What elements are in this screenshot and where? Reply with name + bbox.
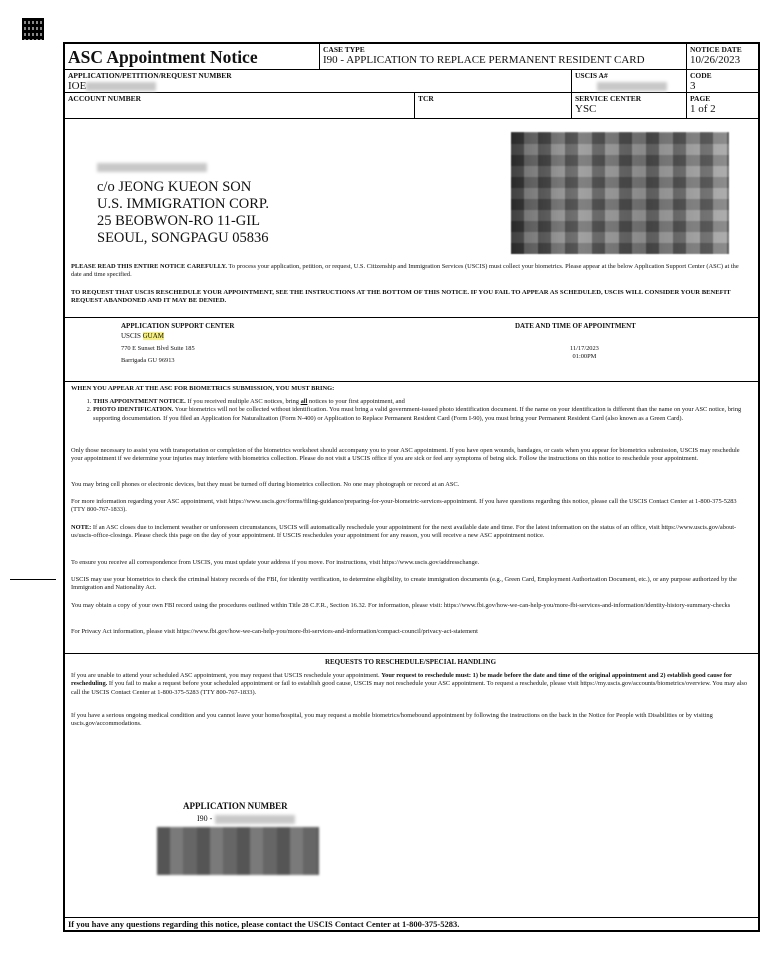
code-label: CODE [690,71,712,80]
mailing-address [97,179,269,247]
privacy-act-paragraph: For Privacy Act information, please visit https://www.fbi.gov/how-we-can-help-you/more-fbi-services-and-information/compact-council/privacy-act-statement [71,628,478,635]
appointment-date: 11/17/2023 [570,345,599,352]
biometrics-use-paragraph: USCIS may use your biometrics to check the criminal history records of the FBI, for identity verification, to determine eligibility, to create immigration documents (e.g., Green Card, Employment Authorization Document, etc.), or any purpose authorized by the Immigration and Nationality Act. [71,576,737,592]
page-label: PAGE [690,94,711,103]
redacted-block [597,82,667,91]
asc-street: 770 E Sunset Blvd Suite 185 [121,344,195,352]
receipt-value: IOE [68,80,87,92]
redacted-block [86,82,156,91]
redacted-barcode [157,827,319,875]
redacted-block [97,163,207,172]
asc-city: Barrigada GU 96913 [121,357,175,365]
header-row-1 [65,44,758,70]
more-info-paragraph: For more information regarding your ASC appointment, visit https://www.uscis.gov/forms/filing-guidance/preparing-for-your-biometric-services-appointment. If you have questions regarding this notice, please call the USCIS Contact Center at 1-800-375-5283 (TTY 800-767-1833). [71,498,737,514]
read-carefully-paragraph: PLEASE READ THIS ENTIRE NOTICE CAREFULLY. To process your application, petition, or request, U.S. Citizenship and Immigration Services (USCIS) must collect your biometrics. Please appear at the below Application Support Center (ASC) at the date and time specified. [71,263,739,279]
address-line: SEOUL, SONGPAGU 05836 [97,230,269,246]
bring-heading: WHEN YOU APPEAR AT THE ASC FOR BIOMETRICS SUBMISSION, YOU MUST BRING: [71,385,335,392]
fbi-record-paragraph: You may obtain a copy of your own FBI record using the procedures outlined within Title 28 C.F.R., Section 16.32. For information, please visit: https://www.fbi.gov/how-we-can-help-you/more-fbi-services-and-information/identity-history-summary-checks [71,602,731,609]
address-line: U.S. IMMIGRATION CORP. [97,196,270,212]
asc-label: APPLICATION SUPPORT CENTER [121,322,235,330]
reschedule-heading: REQUESTS TO RESCHEDULE/SPECIAL HANDLING [324,658,497,666]
code-value: 3 [690,80,696,92]
address-line: 25 BEOBWON-RO 11-GIL [97,213,260,229]
tcr-label: TCR [418,94,434,103]
case-type-value: I90 - APPLICATION TO REPLACE PERMANENT RESIDENT CARD [323,54,645,66]
header-row-2 [65,70,758,93]
margin-mark [10,579,56,580]
case-type-label: CASE TYPE [323,45,365,54]
bring-list [71,398,750,423]
asc-section [65,317,758,382]
account-number-label: ACCOUNT NUMBER [68,94,141,103]
barcode-qr [22,18,44,40]
address-line: c/o JEONG KUEON SON [97,179,252,195]
footer-contact: If you have any questions regarding this notice, please contact the USCIS Contact Center at 1-800-375-5283. [65,917,758,930]
note-paragraph: NOTE: If an ASC closes due to inclement weather or unforeseen circumstances, USCIS will automatically reschedule your appointment for the next available date and time. For the latest information on the status of an office, visit https://www.uscis.gov/about-us/uscis-office-closings. Please check this page on the day of your appointment. If USCIS reschedules your appointment for any reason, you will receive a new ASC appointment notice. [71,524,737,540]
receipt-label: APPLICATION/PETITION/REQUEST NUMBER [68,71,232,80]
header-row-3 [65,93,758,119]
service-center-label: SERVICE CENTER [575,94,642,103]
reschedule-paragraph: If you are unable to attend your scheduled ASC appointment, you may request that USCIS reschedule your appointment. Your request to reschedule must: 1) be made before the date and time of the original appointment and 2) establish good cause for rescheduling. If you fail to make a request before your scheduled appointment or fail to establish good cause, USCIS may not reschedule your ASC appointment. To request a reschedule, please visit https://my.uscis.gov/accounts/biometrics/overview. You may also call the USCIS Contact Center at 1-800-375-5283 (TTY 800-767-1833). [71,672,748,696]
page-value: 1 of 2 [690,103,716,115]
uscis-a-label: USCIS A# [575,71,608,80]
asc-name: USCIS GUAM [121,332,164,341]
address-change-paragraph: To ensure you receive all correspondence from USCIS, you must update your address if you move. For instructions, visit https://www.uscis.gov/addresschange. [71,559,480,566]
application-number-value: I90 - [197,814,213,823]
notice-frame [63,42,760,932]
redacted-barcode [511,132,729,254]
list-item: 1. THIS APPOINTMENT NOTICE. If you received multiple ASC notices, bring all notices to your first appointment, and [93,398,750,406]
notice-date-label: NOTICE DATE [690,45,742,54]
notice-date-value: 10/26/2023 [690,54,741,66]
appointment-time: 01:00PM [572,353,597,361]
application-number-label: APPLICATION NUMBER [183,801,288,811]
appointment-datetime-label: DATE AND TIME OF APPOINTMENT [515,322,636,330]
page-title: ASC Appointment Notice [68,47,258,67]
homebound-paragraph: If you have a serious ongoing medical condition and you cannot leave your home/hospital, you may request a mobile biometrics/homebound appointment by following the instructions on the back in the Notice for People with Disabilities or by visiting uscis.gov/accommodations. [71,712,713,728]
service-center-value: YSC [575,103,597,115]
list-item: 2. PHOTO IDENTIFICATION. Your biometrics will not be collected without identification. You must bring a valid government-issued photo identification document. If the name on your identification is different than the name on your ASC notice, bring supporting documentation. If you filed an Application for Naturalization (Form N-400) or Application to Replace Permanent Resident Card (Form I-90), you must bring your Permanent Resident Card (also known as a Green Card). [93,406,750,423]
redacted-block [215,815,295,824]
electronics-paragraph: You may bring cell phones or electronic devices, but they must be turned off during biometrics collection. No one may photograph or record at an ASC. [71,481,460,488]
accompany-paragraph: Only those necessary to assist you with transportation or completion of the biometrics worksheet should accompany you to your ASC appointment. If you have open wounds, bandages, or casts when you appear for biometrics submission, USCIS may reschedule your appointment if we determine your injuries may interfere with biometrics collection. Please do not visit a USCIS office if you are sick or feel any symptoms of being sick. Follow the instructions on this notice to reschedule your appointment. [71,447,740,463]
reschedule-warning: TO REQUEST THAT USCIS RESCHEDULE YOUR APPOINTMENT, SEE THE INSTRUCTIONS AT THE BOTTOM OF THIS NOTICE. IF YOU FAIL TO APPEAR AS SCHEDULED, USCIS WILL CONSIDER YOUR BENEFIT REQUEST ABANDONED AND IT MAY BE DENIED. [71,289,731,305]
